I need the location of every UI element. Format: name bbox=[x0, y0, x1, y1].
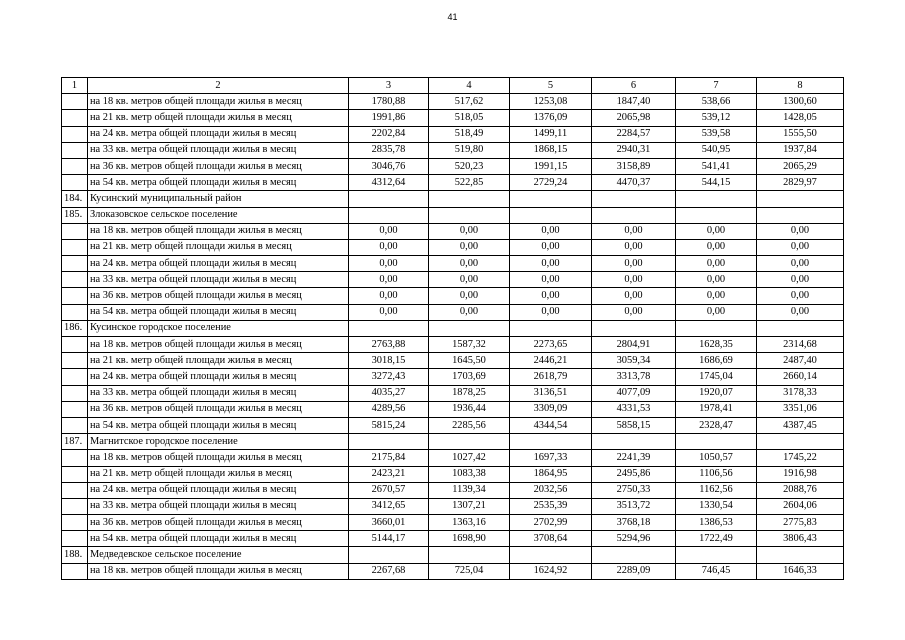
value-cell: 517,62 bbox=[429, 94, 510, 110]
description-cell: Кусинское городское поселение bbox=[88, 320, 349, 336]
value-cell: 0,00 bbox=[676, 239, 757, 255]
value-cell: 1878,25 bbox=[429, 385, 510, 401]
description-cell: на 33 кв. метра общей площади жилья в месяц bbox=[88, 498, 349, 514]
value-cell: 2446,21 bbox=[510, 353, 592, 369]
value-cell: 1745,04 bbox=[676, 369, 757, 385]
value-cell: 0,00 bbox=[592, 304, 676, 320]
value-cell: 1499,11 bbox=[510, 126, 592, 142]
value-cell: 0,00 bbox=[757, 304, 844, 320]
value-cell: 1698,90 bbox=[429, 531, 510, 547]
table-row bbox=[62, 191, 844, 207]
value-cell bbox=[592, 207, 676, 223]
value-cell: 2065,98 bbox=[592, 110, 676, 126]
value-cell: 0,00 bbox=[676, 304, 757, 320]
table-row bbox=[62, 142, 844, 158]
value-cell: 2032,56 bbox=[510, 482, 592, 498]
value-cell: 2618,79 bbox=[510, 369, 592, 385]
description-cell: на 21 кв. метр общей площади жилья в месяц bbox=[88, 466, 349, 482]
value-cell: 2285,56 bbox=[429, 417, 510, 433]
value-cell: 1991,86 bbox=[349, 110, 429, 126]
value-cell bbox=[349, 207, 429, 223]
row-number-cell bbox=[62, 239, 88, 255]
table-row bbox=[62, 272, 844, 288]
row-number-cell: 184. bbox=[62, 191, 88, 207]
value-cell: 2835,78 bbox=[349, 142, 429, 158]
header-cell: 4 bbox=[429, 78, 510, 94]
value-cell: 2289,09 bbox=[592, 563, 676, 579]
value-cell: 3178,33 bbox=[757, 385, 844, 401]
value-cell: 0,00 bbox=[676, 223, 757, 239]
row-number-cell bbox=[62, 466, 88, 482]
value-cell: 541,41 bbox=[676, 158, 757, 174]
row-number-cell bbox=[62, 353, 88, 369]
table-row bbox=[62, 288, 844, 304]
header-cell: 3 bbox=[349, 78, 429, 94]
value-cell: 2065,29 bbox=[757, 158, 844, 174]
description-cell: на 33 кв. метра общей площади жилья в месяц bbox=[88, 142, 349, 158]
table-row bbox=[62, 158, 844, 174]
table-row bbox=[62, 126, 844, 142]
row-number-cell bbox=[62, 223, 88, 239]
value-cell bbox=[510, 547, 592, 563]
value-cell: 0,00 bbox=[429, 239, 510, 255]
value-cell: 3660,01 bbox=[349, 515, 429, 531]
header-cell: 2 bbox=[88, 78, 349, 94]
value-cell: 0,00 bbox=[429, 256, 510, 272]
table-row bbox=[62, 175, 844, 191]
value-cell: 0,00 bbox=[757, 256, 844, 272]
value-cell: 0,00 bbox=[349, 304, 429, 320]
value-cell: 538,66 bbox=[676, 94, 757, 110]
value-cell bbox=[676, 434, 757, 450]
value-cell: 1624,92 bbox=[510, 563, 592, 579]
row-number-cell bbox=[62, 417, 88, 433]
value-cell: 0,00 bbox=[429, 288, 510, 304]
value-cell: 0,00 bbox=[349, 288, 429, 304]
row-number-cell bbox=[62, 110, 88, 126]
value-cell: 1646,33 bbox=[757, 563, 844, 579]
value-cell: 2702,99 bbox=[510, 515, 592, 531]
value-cell: 1253,08 bbox=[510, 94, 592, 110]
table-row bbox=[62, 223, 844, 239]
value-cell bbox=[676, 207, 757, 223]
value-cell: 1628,35 bbox=[676, 337, 757, 353]
row-number-cell bbox=[62, 385, 88, 401]
row-number-cell bbox=[62, 256, 88, 272]
row-number-cell bbox=[62, 175, 88, 191]
value-cell: 0,00 bbox=[429, 223, 510, 239]
value-cell bbox=[429, 320, 510, 336]
value-cell: 2202,84 bbox=[349, 126, 429, 142]
value-cell: 3351,06 bbox=[757, 401, 844, 417]
table-row bbox=[62, 337, 844, 353]
value-cell: 2088,76 bbox=[757, 482, 844, 498]
table-row bbox=[62, 563, 844, 579]
value-cell: 3513,72 bbox=[592, 498, 676, 514]
value-cell bbox=[676, 320, 757, 336]
value-cell bbox=[676, 547, 757, 563]
table-row bbox=[62, 417, 844, 433]
table-row bbox=[62, 434, 844, 450]
value-cell: 725,04 bbox=[429, 563, 510, 579]
value-cell: 2775,83 bbox=[757, 515, 844, 531]
row-number-cell bbox=[62, 304, 88, 320]
value-cell: 3708,64 bbox=[510, 531, 592, 547]
table-row bbox=[62, 466, 844, 482]
value-cell: 0,00 bbox=[676, 288, 757, 304]
value-cell bbox=[757, 434, 844, 450]
row-number-cell bbox=[62, 126, 88, 142]
value-cell: 4312,64 bbox=[349, 175, 429, 191]
value-cell: 1722,49 bbox=[676, 531, 757, 547]
table-row bbox=[62, 547, 844, 563]
description-cell: Злоказовское сельское поселение bbox=[88, 207, 349, 223]
table-row bbox=[62, 94, 844, 110]
description-cell: на 21 кв. метр общей площади жилья в месяц bbox=[88, 353, 349, 369]
description-cell: на 24 кв. метра общей площади жилья в месяц bbox=[88, 369, 349, 385]
value-cell bbox=[592, 434, 676, 450]
value-cell: 1920,07 bbox=[676, 385, 757, 401]
value-cell: 518,49 bbox=[429, 126, 510, 142]
value-cell: 0,00 bbox=[592, 272, 676, 288]
description-cell: на 36 кв. метров общей площади жилья в месяц bbox=[88, 158, 349, 174]
value-cell: 2829,97 bbox=[757, 175, 844, 191]
value-cell: 1864,95 bbox=[510, 466, 592, 482]
value-cell: 1307,21 bbox=[429, 498, 510, 514]
value-cell: 0,00 bbox=[676, 256, 757, 272]
value-cell bbox=[349, 191, 429, 207]
value-cell: 522,85 bbox=[429, 175, 510, 191]
table-row bbox=[62, 239, 844, 255]
value-cell: 3018,15 bbox=[349, 353, 429, 369]
value-cell: 4470,37 bbox=[592, 175, 676, 191]
value-cell bbox=[429, 191, 510, 207]
value-cell bbox=[510, 191, 592, 207]
description-cell: на 36 кв. метров общей площади жилья в месяц bbox=[88, 515, 349, 531]
description-cell: на 54 кв. метра общей площади жилья в месяц bbox=[88, 304, 349, 320]
row-number-cell bbox=[62, 450, 88, 466]
value-cell: 0,00 bbox=[592, 256, 676, 272]
value-cell: 1428,05 bbox=[757, 110, 844, 126]
value-cell bbox=[592, 320, 676, 336]
value-cell: 0,00 bbox=[757, 272, 844, 288]
row-number-cell: 188. bbox=[62, 547, 88, 563]
row-number-cell bbox=[62, 369, 88, 385]
table-row bbox=[62, 256, 844, 272]
header-cell: 8 bbox=[757, 78, 844, 94]
value-cell: 2729,24 bbox=[510, 175, 592, 191]
value-cell: 2495,86 bbox=[592, 466, 676, 482]
description-cell: на 24 кв. метра общей площади жилья в месяц bbox=[88, 126, 349, 142]
description-cell: на 36 кв. метров общей площади жилья в месяц bbox=[88, 401, 349, 417]
header-cell: 1 bbox=[62, 78, 88, 94]
value-cell: 2175,84 bbox=[349, 450, 429, 466]
description-cell: на 24 кв. метра общей площади жилья в месяц bbox=[88, 256, 349, 272]
table-row bbox=[62, 369, 844, 385]
value-cell bbox=[429, 547, 510, 563]
value-cell: 5858,15 bbox=[592, 417, 676, 433]
value-cell: 1050,57 bbox=[676, 450, 757, 466]
value-cell: 2314,68 bbox=[757, 337, 844, 353]
value-cell: 3272,43 bbox=[349, 369, 429, 385]
value-cell: 539,12 bbox=[676, 110, 757, 126]
value-cell: 2328,47 bbox=[676, 417, 757, 433]
table-header-row bbox=[62, 78, 844, 94]
value-cell: 540,95 bbox=[676, 142, 757, 158]
value-cell: 1376,09 bbox=[510, 110, 592, 126]
value-cell: 1937,84 bbox=[757, 142, 844, 158]
value-cell bbox=[349, 434, 429, 450]
value-cell: 2487,40 bbox=[757, 353, 844, 369]
value-cell: 539,58 bbox=[676, 126, 757, 142]
value-cell: 5294,96 bbox=[592, 531, 676, 547]
value-cell: 0,00 bbox=[510, 256, 592, 272]
value-cell: 0,00 bbox=[429, 304, 510, 320]
value-cell: 2273,65 bbox=[510, 337, 592, 353]
row-number-cell bbox=[62, 337, 88, 353]
description-cell: на 24 кв. метра общей площади жилья в месяц bbox=[88, 482, 349, 498]
header-cell: 7 bbox=[676, 78, 757, 94]
value-cell: 0,00 bbox=[510, 223, 592, 239]
value-cell: 1330,54 bbox=[676, 498, 757, 514]
value-cell bbox=[757, 191, 844, 207]
value-cell: 3059,34 bbox=[592, 353, 676, 369]
value-cell: 2604,06 bbox=[757, 498, 844, 514]
row-number-cell bbox=[62, 94, 88, 110]
table-row bbox=[62, 498, 844, 514]
row-number-cell: 186. bbox=[62, 320, 88, 336]
value-cell: 4035,27 bbox=[349, 385, 429, 401]
description-cell: на 36 кв. метров общей площади жилья в месяц bbox=[88, 288, 349, 304]
value-cell: 4289,56 bbox=[349, 401, 429, 417]
value-cell: 1587,32 bbox=[429, 337, 510, 353]
row-number-cell bbox=[62, 482, 88, 498]
value-cell: 0,00 bbox=[757, 223, 844, 239]
row-number-cell: 187. bbox=[62, 434, 88, 450]
table-row bbox=[62, 304, 844, 320]
value-cell: 2423,21 bbox=[349, 466, 429, 482]
value-cell: 3309,09 bbox=[510, 401, 592, 417]
row-number-cell bbox=[62, 515, 88, 531]
value-cell: 520,23 bbox=[429, 158, 510, 174]
value-cell bbox=[757, 320, 844, 336]
description-cell: на 18 кв. метров общей площади жилья в месяц bbox=[88, 337, 349, 353]
value-cell: 2940,31 bbox=[592, 142, 676, 158]
value-cell bbox=[429, 207, 510, 223]
value-cell: 519,80 bbox=[429, 142, 510, 158]
table-row bbox=[62, 515, 844, 531]
row-number-cell bbox=[62, 288, 88, 304]
row-number-cell bbox=[62, 142, 88, 158]
value-cell bbox=[349, 320, 429, 336]
value-cell: 0,00 bbox=[349, 272, 429, 288]
description-cell: на 54 кв. метра общей площади жилья в месяц bbox=[88, 531, 349, 547]
description-cell: на 33 кв. метра общей площади жилья в месяц bbox=[88, 272, 349, 288]
value-cell: 3046,76 bbox=[349, 158, 429, 174]
table-row bbox=[62, 450, 844, 466]
value-cell bbox=[592, 191, 676, 207]
value-cell bbox=[757, 207, 844, 223]
value-cell bbox=[510, 434, 592, 450]
description-cell: на 18 кв. метров общей площади жилья в месяц bbox=[88, 94, 349, 110]
row-number-cell bbox=[62, 531, 88, 547]
value-cell: 3806,43 bbox=[757, 531, 844, 547]
value-cell: 1868,15 bbox=[510, 142, 592, 158]
value-cell: 2750,33 bbox=[592, 482, 676, 498]
page-number: 41 bbox=[447, 12, 458, 22]
value-cell: 2670,57 bbox=[349, 482, 429, 498]
value-cell: 1991,15 bbox=[510, 158, 592, 174]
value-cell: 0,00 bbox=[349, 239, 429, 255]
value-cell bbox=[592, 547, 676, 563]
value-cell: 2267,68 bbox=[349, 563, 429, 579]
value-cell: 0,00 bbox=[592, 223, 676, 239]
value-cell: 0,00 bbox=[429, 272, 510, 288]
value-cell: 0,00 bbox=[510, 288, 592, 304]
value-cell: 4331,53 bbox=[592, 401, 676, 417]
table-row bbox=[62, 353, 844, 369]
value-cell: 3313,78 bbox=[592, 369, 676, 385]
value-cell: 1139,34 bbox=[429, 482, 510, 498]
value-cell: 0,00 bbox=[757, 239, 844, 255]
value-cell bbox=[510, 320, 592, 336]
value-cell: 0,00 bbox=[676, 272, 757, 288]
row-number-cell bbox=[62, 498, 88, 514]
value-cell: 5144,17 bbox=[349, 531, 429, 547]
table-row bbox=[62, 207, 844, 223]
value-cell: 3136,51 bbox=[510, 385, 592, 401]
value-cell bbox=[510, 207, 592, 223]
description-cell: на 18 кв. метров общей площади жилья в месяц bbox=[88, 563, 349, 579]
value-cell bbox=[757, 547, 844, 563]
value-cell: 1300,60 bbox=[757, 94, 844, 110]
table-row bbox=[62, 482, 844, 498]
value-cell: 0,00 bbox=[349, 256, 429, 272]
value-cell: 1106,56 bbox=[676, 466, 757, 482]
description-cell: на 21 кв. метр общей площади жилья в месяц bbox=[88, 239, 349, 255]
value-cell: 518,05 bbox=[429, 110, 510, 126]
value-cell: 4344,54 bbox=[510, 417, 592, 433]
value-cell: 0,00 bbox=[349, 223, 429, 239]
value-cell: 0,00 bbox=[757, 288, 844, 304]
row-number-cell bbox=[62, 401, 88, 417]
value-cell: 1386,53 bbox=[676, 515, 757, 531]
table-row bbox=[62, 110, 844, 126]
value-cell: 544,15 bbox=[676, 175, 757, 191]
value-cell: 746,45 bbox=[676, 563, 757, 579]
value-cell: 1847,40 bbox=[592, 94, 676, 110]
table-row bbox=[62, 320, 844, 336]
value-cell: 2763,88 bbox=[349, 337, 429, 353]
value-cell: 1916,98 bbox=[757, 466, 844, 482]
value-cell: 1978,41 bbox=[676, 401, 757, 417]
value-cell bbox=[676, 191, 757, 207]
row-number-cell: 185. bbox=[62, 207, 88, 223]
row-number-cell bbox=[62, 272, 88, 288]
value-cell: 2660,14 bbox=[757, 369, 844, 385]
value-cell: 2241,39 bbox=[592, 450, 676, 466]
rates-table bbox=[61, 77, 844, 580]
value-cell: 1645,50 bbox=[429, 353, 510, 369]
value-cell: 3768,18 bbox=[592, 515, 676, 531]
value-cell: 1745,22 bbox=[757, 450, 844, 466]
value-cell: 2804,91 bbox=[592, 337, 676, 353]
value-cell: 0,00 bbox=[592, 239, 676, 255]
value-cell: 3412,65 bbox=[349, 498, 429, 514]
value-cell: 0,00 bbox=[510, 304, 592, 320]
description-cell: на 54 кв. метра общей площади жилья в месяц bbox=[88, 417, 349, 433]
description-cell: на 18 кв. метров общей площади жилья в месяц bbox=[88, 450, 349, 466]
value-cell: 1083,38 bbox=[429, 466, 510, 482]
description-cell: Кусинский муниципальный район bbox=[88, 191, 349, 207]
value-cell: 1780,88 bbox=[349, 94, 429, 110]
value-cell: 0,00 bbox=[510, 239, 592, 255]
description-cell: на 54 кв. метра общей площади жилья в месяц bbox=[88, 175, 349, 191]
value-cell bbox=[349, 547, 429, 563]
row-number-cell bbox=[62, 563, 88, 579]
value-cell: 1703,69 bbox=[429, 369, 510, 385]
table-row bbox=[62, 531, 844, 547]
table-row bbox=[62, 385, 844, 401]
value-cell bbox=[429, 434, 510, 450]
value-cell: 3158,89 bbox=[592, 158, 676, 174]
value-cell: 2535,39 bbox=[510, 498, 592, 514]
value-cell: 1686,69 bbox=[676, 353, 757, 369]
value-cell: 1162,56 bbox=[676, 482, 757, 498]
description-cell: на 18 кв. метров общей площади жилья в месяц bbox=[88, 223, 349, 239]
value-cell: 2284,57 bbox=[592, 126, 676, 142]
value-cell: 1363,16 bbox=[429, 515, 510, 531]
value-cell: 1027,42 bbox=[429, 450, 510, 466]
description-cell: Магнитское городское поселение bbox=[88, 434, 349, 450]
value-cell: 4077,09 bbox=[592, 385, 676, 401]
table-row bbox=[62, 401, 844, 417]
value-cell: 0,00 bbox=[592, 288, 676, 304]
description-cell: на 21 кв. метр общей площади жилья в месяц bbox=[88, 110, 349, 126]
value-cell: 1555,50 bbox=[757, 126, 844, 142]
value-cell: 1936,44 bbox=[429, 401, 510, 417]
value-cell: 4387,45 bbox=[757, 417, 844, 433]
value-cell: 1697,33 bbox=[510, 450, 592, 466]
header-cell: 5 bbox=[510, 78, 592, 94]
value-cell: 5815,24 bbox=[349, 417, 429, 433]
description-cell: Медведевское сельское поселение bbox=[88, 547, 349, 563]
header-cell: 6 bbox=[592, 78, 676, 94]
row-number-cell bbox=[62, 158, 88, 174]
description-cell: на 33 кв. метра общей площади жилья в месяц bbox=[88, 385, 349, 401]
value-cell: 0,00 bbox=[510, 272, 592, 288]
